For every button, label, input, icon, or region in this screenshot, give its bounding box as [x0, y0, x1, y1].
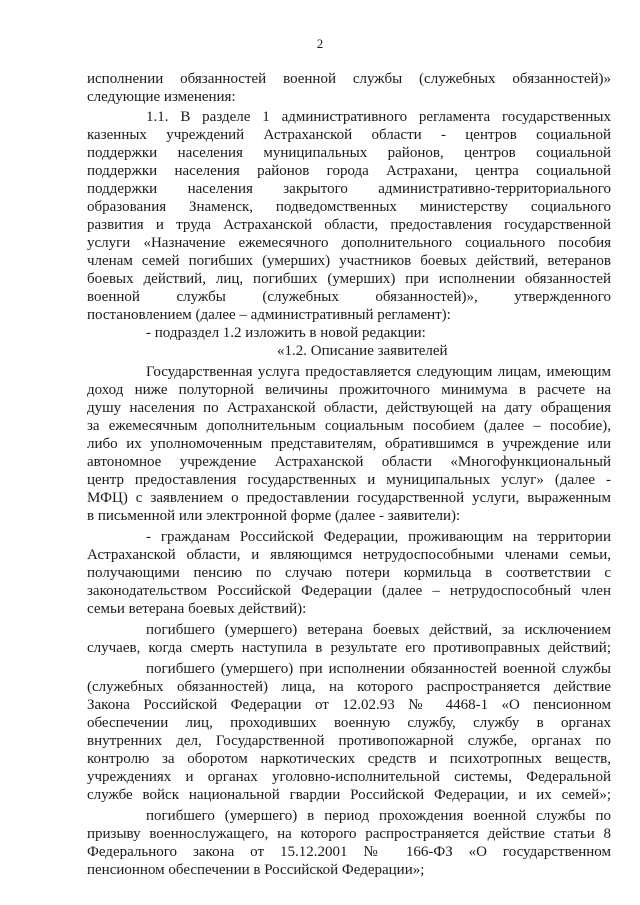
text-line: службе войск национальной гвардии Российской Федерации, и их семей»; [87, 787, 611, 803]
text-line: поддержки населения закрытого административно-территориального [87, 181, 611, 197]
text-line: доход ниже полуторной величины прожиточного минимума в расчете на [87, 382, 611, 398]
text-line: постановлением (далее – административный регламент): [87, 307, 451, 323]
text-line: центр предоставления государственных и муниципальных услуг» (далее - [87, 472, 611, 488]
text-line: услуги «Назначение ежемесячного дополнительного социального пособия [87, 235, 611, 251]
text-line: - гражданам Российской Федерации, проживающим на территории [146, 529, 611, 545]
text-line: контролю за оборотом наркотических средств и психотропных веществ, [87, 751, 611, 767]
text-line: пенсионном обеспечении в Российской Федерации»; [87, 862, 425, 878]
text-line: погибшего (умершего) при исполнении обязанностей военной службы [146, 661, 611, 677]
text-line: внутренних дел, Государственной противопожарной службе, органах по [87, 733, 611, 749]
page-number: 2 [316, 36, 324, 51]
text-line: следующие изменения: [87, 89, 236, 105]
text-line: развития и труда Астраханской области, предоставления государственной [87, 217, 611, 233]
text-line: учреждениях и органах уголовно-исполнительной системы, Федеральной [87, 769, 611, 785]
text-line: МФЦ) с заявлением о предоставлении государственной услуги, выраженным [87, 490, 611, 506]
text-line: - подраздел 1.2 изложить в новой редакции: [146, 325, 426, 341]
text-line: душу населения по Астраханской области, действующей на дату обращения [87, 400, 611, 416]
text-line: членам семей погибших (умерших) участников боевых действий, ветеранов [87, 253, 611, 269]
text-line: за ежемесячным дополнительным социальным пособием (далее – пособие), [87, 418, 611, 434]
text-line: погибшего (умершего) в период прохождения военной службы по [146, 808, 611, 824]
text-line: погибшего (умершего) ветерана боевых действий, за исключением [146, 622, 611, 638]
section-heading: «1.2. Описание заявителей [277, 343, 448, 359]
text-line: Федерального закона от 15.12.2001 № 166-ФЗ «О государственном [87, 844, 611, 860]
text-line: семьи ветерана боевых действий): [87, 601, 307, 617]
text-line: исполнении обязанностей военной службы (служебных обязанностей)» [87, 71, 611, 87]
text-line: случаев, когда смерть наступила в результате его противоправных действий; [87, 640, 611, 656]
text-line: либо их уполномоченным представителям, обратившимся в учреждение или [87, 436, 611, 452]
text-line: Астраханской области, и являющимся нетрудоспособными членами семьи, [87, 547, 611, 563]
text-line: (служебных обязанностей) лица, на которого распространяется действие [87, 679, 611, 695]
text-line: поддержки населения муниципальных районов, центров социальной [87, 145, 611, 161]
text-line: военной службы (служебных обязанностей)», утвержденного [87, 289, 611, 305]
text-line: образования Знаменск, подведомственных министерству социального [87, 199, 611, 215]
text-line: боевых действий, лиц, погибших (умерших) при исполнении обязанностей [87, 271, 611, 287]
text-line: казенных учреждений Астраханской области - центров социальной [87, 127, 611, 143]
text-line: Государственная услуга предоставляется следующим лицам, имеющим [146, 364, 611, 380]
text-line: Закона Российской Федерации от 12.02.93 № 4468-1 «О пенсионном [87, 697, 611, 713]
text-line: поддержки населения районов города Астрахани, центра социальной [87, 163, 611, 179]
text-line: 1.1. В разделе 1 административного регламента государственных [146, 109, 611, 125]
text-line: обеспечении лиц, проходивших военную службу, службу в органах [87, 715, 611, 731]
text-line: законодательством Российской Федерации (далее – нетрудоспособный член [87, 583, 611, 599]
text-line: призыву военнослужащего, на которого распространяется действие статьи 8 [87, 826, 611, 842]
text-line: автономное учреждение Астраханской области «Многофункциональный [87, 454, 611, 470]
text-line: в письменной или электронной форме (далее - заявители): [87, 508, 461, 524]
text-line: получающими пенсию по случаю потери кормильца в соответствии с [87, 565, 611, 581]
